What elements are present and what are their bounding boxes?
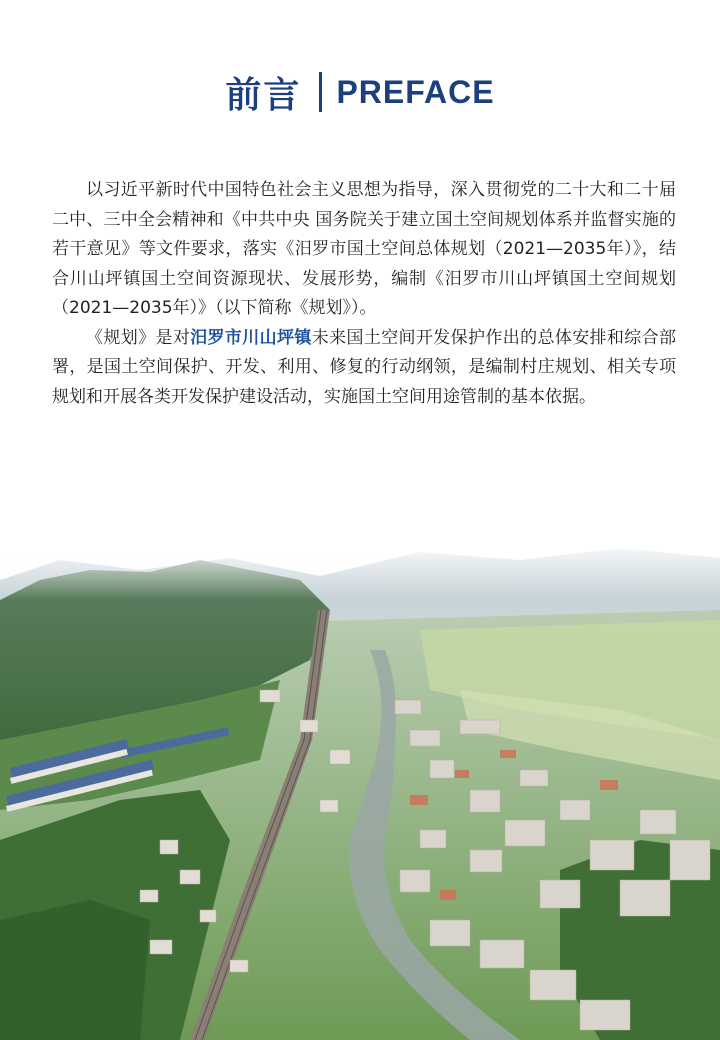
town-name-highlight: 汨罗市川山坪镇 xyxy=(190,327,312,348)
preface-body xyxy=(52,176,676,412)
title-divider xyxy=(319,72,322,112)
paragraph-2-after: 未来国土空间开发保护作出的总体安排和综合部署，是国土空间保护、开发、利用、修复的行动纲领，是编制村庄规划、相关专项规划和开展各类开发保护建设活动，实施国土空间用途管制的基本依据。 xyxy=(52,327,677,407)
preface-paragraph-1: 以习近平新时代中国特色社会主义思想为指导，深入贯彻党的二十大和二十届二中、三中全会精神和《中共中央 国务院关于建立国土空间规划体系并监督实施的若干意见》等文件要求，落实《汨罗市国土空间总体规划（2021—2035年）》，结合川山坪镇国土空间资源现状、发展形势，编制《汨罗市川山坪镇国土空间规划（2021—2035年）》（以下简称《规划》）。 xyxy=(52,180,676,318)
preface-paragraph-2 xyxy=(52,324,676,413)
title-chinese: 前言 xyxy=(225,74,302,116)
page-title xyxy=(0,62,720,122)
title-english: PREFACE xyxy=(336,73,495,110)
aerial-town-photo xyxy=(0,540,720,1040)
paragraph-2-before: 《规划》是对 xyxy=(86,327,191,348)
